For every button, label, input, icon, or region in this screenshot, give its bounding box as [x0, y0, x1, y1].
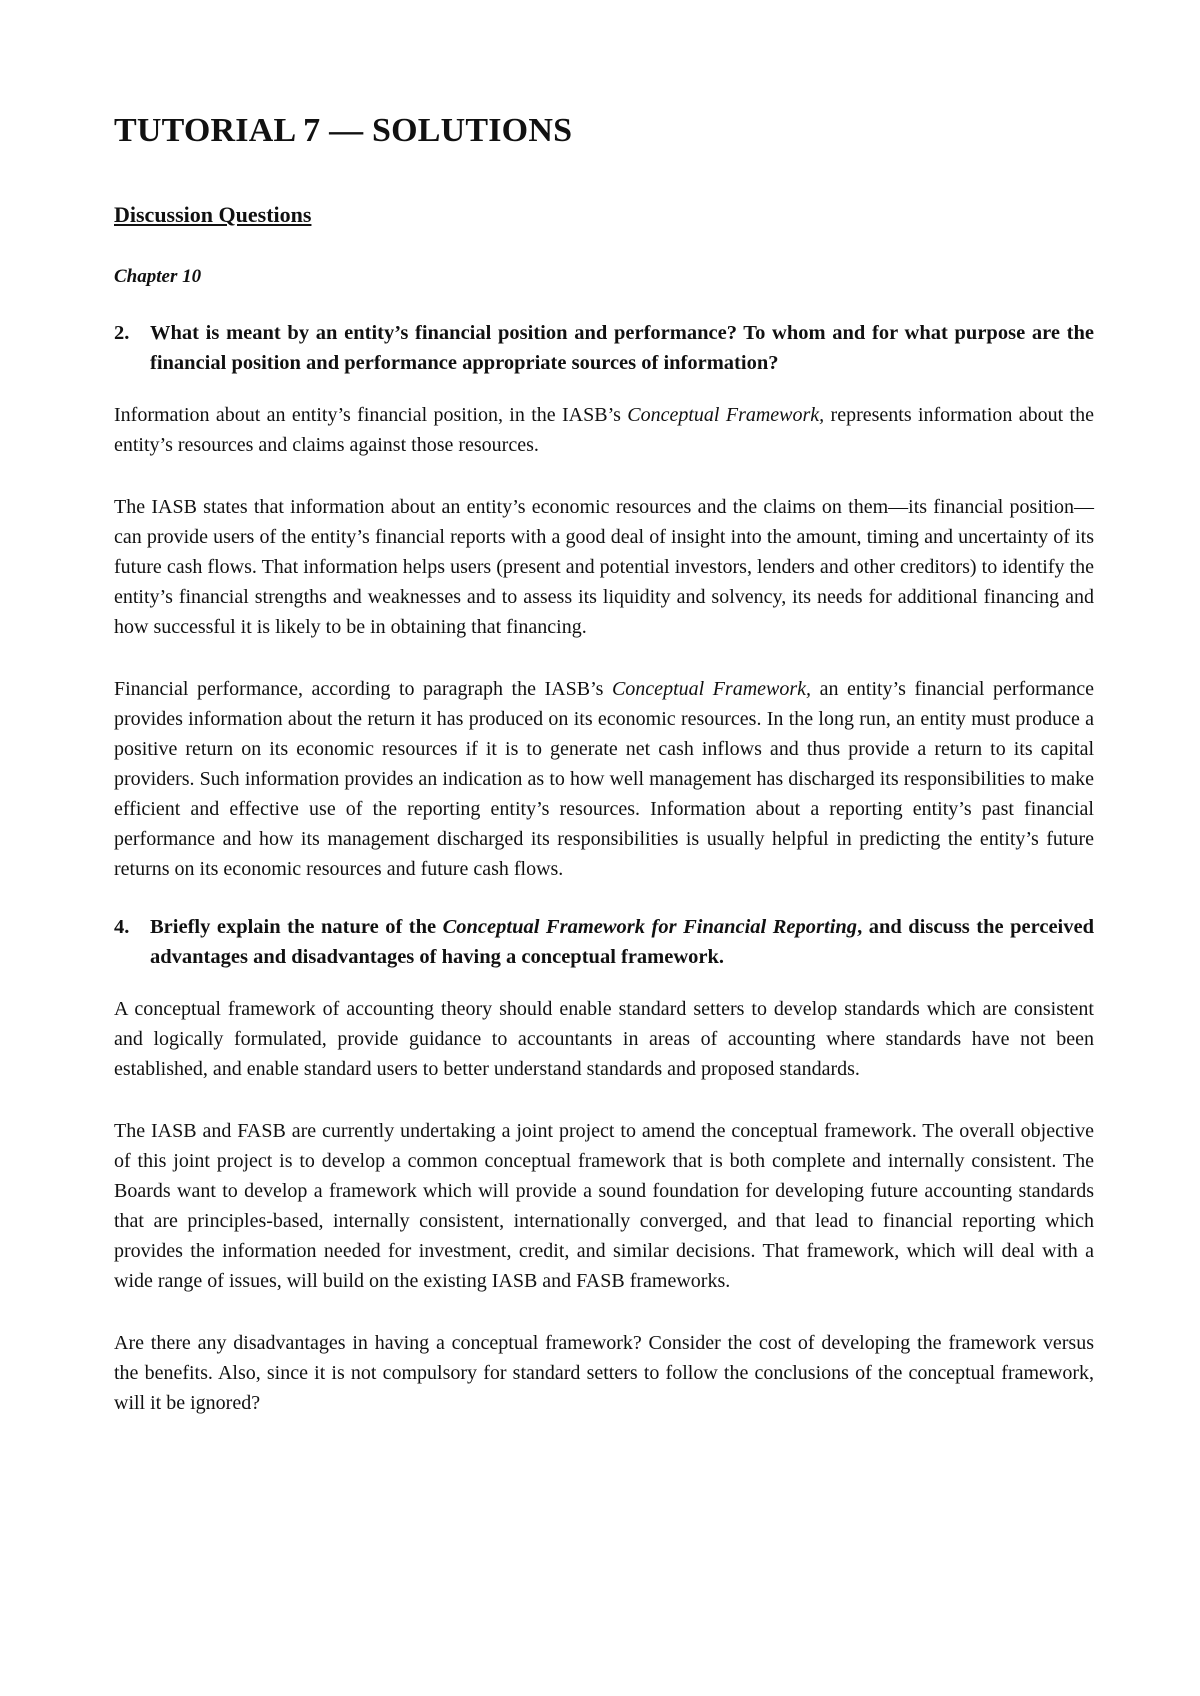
answer-emphasis: Conceptual Framework, — [611, 678, 812, 700]
question-number: 4. — [114, 916, 130, 938]
question-2 — [114, 318, 1094, 378]
question-number: 2. — [114, 322, 130, 344]
answer-text: Information about an entity’s financial position, in the IASB’s — [114, 404, 628, 426]
answer-emphasis: Conceptual Framework, — [627, 404, 825, 426]
answer-text: Financial performance, according to paragraph the IASB’s — [114, 678, 612, 700]
answer-paragraph: A conceptual framework of accounting theory should enable standard setters to develop standards which are consistent and logically formulated, provide guidance to accountants in areas of accounting where standards have not been established, and enable standard users to better understand standards and proposed standards. — [114, 998, 1094, 1080]
question-4 — [114, 912, 1094, 972]
question-text: Briefly explain the nature of the — [150, 916, 443, 938]
document-content — [114, 112, 1094, 1418]
question-emphasis: Conceptual Framework for Financial Reporting — [442, 916, 858, 938]
answer-text: represents information about the entity’s resources and claims against those resources. — [114, 404, 1094, 456]
question-text: , and discuss the perceived advantages and disadvantages of having a conceptual framework. — [150, 916, 1094, 968]
answer-paragraph: The IASB and FASB are currently undertaking a joint project to amend the conceptual framework. The overall objective of this joint project is to develop a common conceptual framework that is both complete and internally consistent. The Boards want to develop a framework which will provide a sound foundation for developing future accounting standards that are principles-based, internally consistent, internationally converged, and that lead to financial reporting which provides the information needed for investment, credit, and similar decisions. That framework, which will deal with a wide range of issues, will build on the existing IASB and FASB frameworks. — [114, 1120, 1094, 1292]
chapter-label: Chapter 10 — [114, 266, 202, 287]
page-title: TUTORIAL 7 — SOLUTIONS — [114, 112, 573, 149]
section-heading: Discussion Questions — [114, 202, 312, 227]
answer-paragraph: Are there any disadvantages in having a conceptual framework? Consider the cost of developing the framework versus the benefits. Also, since it is not compulsory for standard setters to follow the conclusions of the conceptual framework, will it be ignored? — [114, 1332, 1094, 1414]
answer-paragraph — [114, 674, 1094, 884]
answer-text: an entity’s financial performance provides information about the return it has produced on its economic resources. In the long run, an entity must produce a positive return on its economic resources if it is to generate net cash inflows and thus provide a return to its capital providers. Such information provides an indication as to how well management has discharged its responsibilities to make efficient and effective use of the reporting entity’s resources. Information about a reporting entity’s past financial performance and how its management discharged its responsibilities is usually helpful in predicting the entity’s future returns on its economic resources and future cash flows. — [114, 678, 1094, 880]
answer-paragraph — [114, 400, 1094, 460]
question-text: What is meant by an entity’s financial position and performance? To whom and for what purpose are the financial position and performance appropriate sources of information? — [150, 322, 1094, 374]
answer-paragraph: The IASB states that information about an entity’s economic resources and the claims on them—its financial position—can provide users of the entity’s financial reports with a good deal of insight into the amount, timing and uncertainty of its future cash flows. That information helps users (present and potential investors, lenders and other creditors) to identify the entity’s financial strengths and weaknesses and to assess its liquidity and solvency, its needs for additional financing and how successful it is likely to be in obtaining that financing. — [114, 496, 1094, 638]
